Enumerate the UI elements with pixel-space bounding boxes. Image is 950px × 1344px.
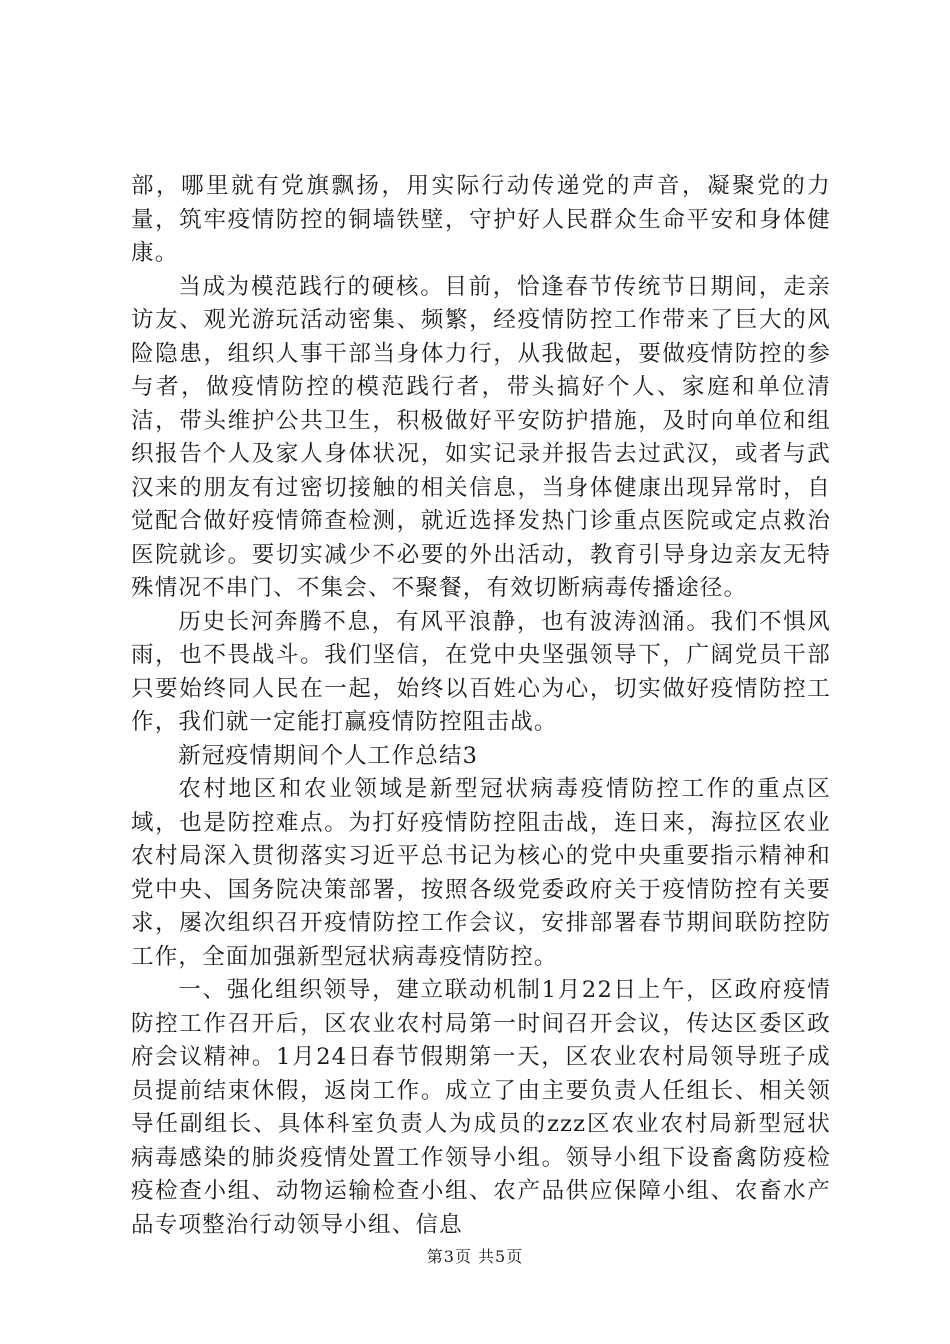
document-body bbox=[131, 170, 831, 1242]
page-number-footer: 第3页 共5页 bbox=[426, 1247, 524, 1266]
paragraph-history: 历史长河奔腾不息，有风平浪静，也有波涛汹涌。我们不惧风雨，也不畏战斗。我们坚信，在党中央坚强领导下，广阔党员干部只要始终同人民在一起，始终以百姓心为心，切实做好疫情防控工作，我们就一定能打赢疫情防控阻击战。 bbox=[131, 608, 831, 735]
paragraph-model-practice: 当成为模范践行的硬核。目前，恰逢春节传统节日期间，走亲访友、观光游玩活动密集、频繁，经疫情防控工作带来了巨大的风险隐患，组织人事干部当身体力行，从我做起，要做疫情防控的参与者，做疫情防控的模范践行者，带头搞好个人、家庭和单位清洁，带头维护公共卫生，积极做好平安防护措施，及时向单位和组织报告个人及家人身体状况，如实记录并报告去过武汉，或者与武汉来的朋友有过密切接触的相关信息，当身体健康出现异常时，自觉配合做好疫情筛查检测，就近选择发热门诊重点医院或定点救治医院就诊。要切实减少不必要的外出活动，教育引导身边亲友无特殊情况不串门、不集会、不聚餐，有效切断病毒传播途径。 bbox=[131, 273, 831, 601]
paragraph-rural-areas: 农村地区和农业领域是新型冠状病毒疫情防控工作的重点区域，也是防控难点。为打好疫情防控阻击战，连日来，海拉区农业农村局深入贯彻落实习近平总书记为核心的党中央重要指示精神和党中央、国务院决策部署，按照各级党委政府关于疫情防控有关要求，屡次组织召开疫情防控工作会议，安排部署春节期间联防控防工作，全面加强新型冠状病毒疫情防控。 bbox=[131, 776, 831, 970]
paragraph-continuation: 部，哪里就有党旗飘扬，用实际行动传递党的声音，凝聚党的力量，筑牢疫情防控的铜墙铁壁，守护好人民群众生命平安和身体健康。 bbox=[131, 173, 831, 266]
paragraph-organization: 一、强化组织领导，建立联动机制1月22日上午，区政府疫情防控工作召开后，区农业农村局第一时间召开会议，传达区委区政府会议精神。1月24日春节假期第一天，区农业农村局领导班子成员提前结束休假，返岗工作。成立了由主要负责人任组长、相关领导任副组长、具体科室负责人为成员的zzz区农业农村局新型冠状病毒感染的肺炎疫情处置工作领导小组。领导小组下设畜禽防疫检疫检查小组、动物运输检查小组、农产品供应保障小组、农畜水产品专项整治行动领导小组、信息 bbox=[131, 977, 831, 1238]
section-heading: 新冠疫情期间个人工作总结3 bbox=[178, 742, 479, 769]
